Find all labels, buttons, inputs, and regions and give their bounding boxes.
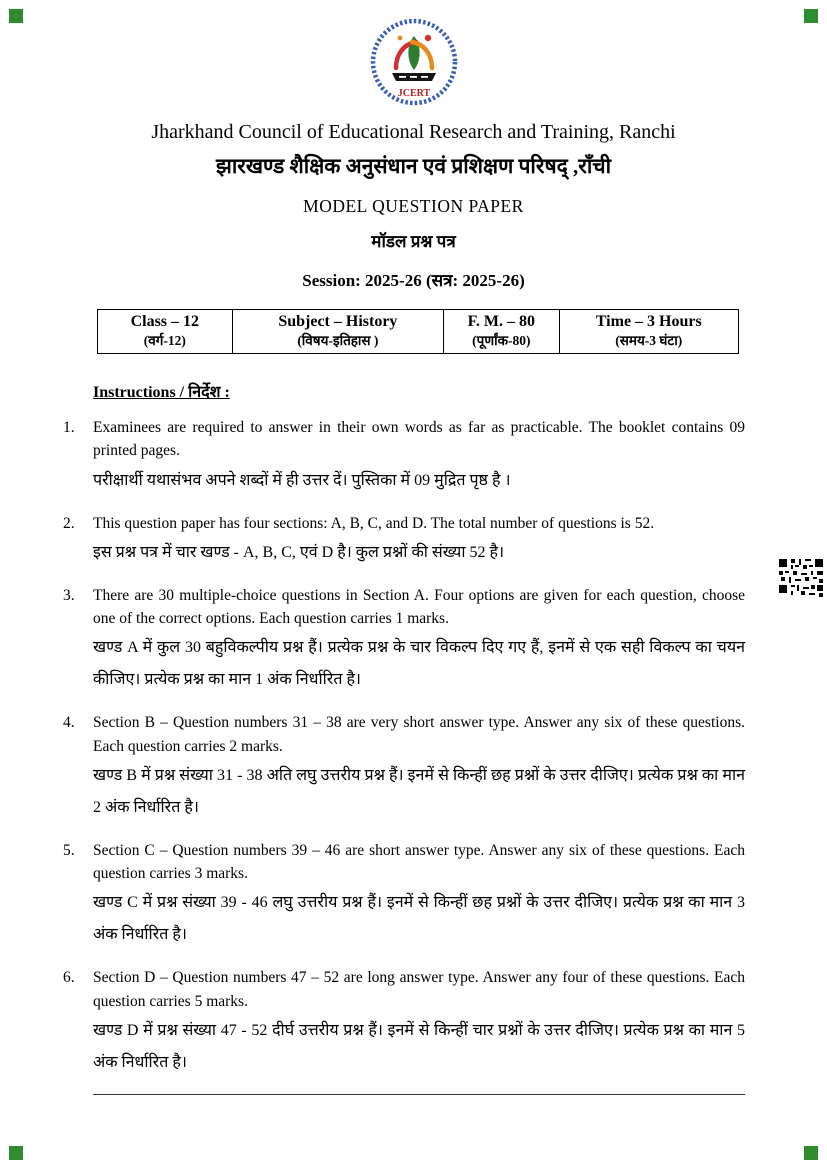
jcert-logo-text: JCERT xyxy=(397,88,430,99)
instruction-item-6 xyxy=(63,966,745,1079)
instruction-number: 6. xyxy=(63,969,75,987)
instruction-text-hi: इस प्रश्न पत्र में चार खण्ड - A, B, C, एवं D है। कुल प्रश्नों की संख्या 52 है। xyxy=(93,543,505,561)
corner-marker-top-right xyxy=(804,9,818,23)
instruction-text-en: Section D – Question numbers 47 – 52 are long answer type. Answer any four of these questions. Each question carries 5 marks. xyxy=(93,969,745,1010)
org-title-hindi: झारखण्ड शैक्षिक अनुसंधान एवं प्रशिक्षण परिषद् ,राँची xyxy=(215,154,612,178)
instruction-item-5 xyxy=(63,839,745,952)
jcert-logo xyxy=(366,14,462,115)
instruction-text-en: Section B – Question numbers 31 – 38 are very short answer type. Answer any six of these questions. Each question carries 2 marks. xyxy=(93,714,745,755)
bottom-divider xyxy=(93,1094,745,1095)
org-title-english: Jharkhand Council of Educational Research and Training, Ranchi xyxy=(151,121,676,143)
session-line: Session: 2025-26 (सत्र: 2025-26) xyxy=(302,271,525,290)
paper-title-hindi: मॉडल प्रश्न पत्र xyxy=(371,232,456,251)
corner-marker-bottom-right xyxy=(804,1146,818,1160)
info-cell-class xyxy=(98,310,233,354)
instruction-text-hi: खण्ड B में प्रश्न संख्या 31 - 38 अति लघु उत्तरीय प्रश्न हैं। इनमें से किन्हीं छह प्रश्नों के उत्तर दीजिए। प्रत्येक प्रश्न का मान 2 अंक निर्धारित है। xyxy=(93,766,745,816)
instruction-text-hi: परीक्षार्थी यथासंभव अपने शब्दों में ही उत्तर दें। पुस्तिका में 09 मुद्रित पृष्ठ है । xyxy=(93,471,511,489)
class-label-hi: (वर्ग-12) xyxy=(143,333,186,348)
corner-marker-top-left xyxy=(9,9,23,23)
instruction-number: 5. xyxy=(63,841,75,859)
instruction-item-4 xyxy=(63,711,745,824)
jcert-logo-graphic xyxy=(366,14,462,110)
instructions-section xyxy=(0,380,827,1095)
instruction-text-hi: खण्ड D में प्रश्न संख्या 47 - 52 दीर्घ उत्तरीय प्रश्न हैं। इनमें से किन्हीं चार प्रश्नों के उत्तर दीजिए। प्रत्येक प्रश्न का मान 5 अंक निर्धारित है। xyxy=(93,1021,745,1071)
full-marks-label-hi: (पूर्णांक-80) xyxy=(472,333,531,348)
instruction-item-3 xyxy=(63,584,745,697)
instruction-text-hi: खण्ड C में प्रश्न संख्या 39 - 46 लघु उत्तरीय प्रश्न हैं। इनमें से किन्हीं छह प्रश्नों के उत्तर दीजिए। प्रत्येक प्रश्न का मान 3 अंक निर्धारित है। xyxy=(93,894,745,944)
corner-marker-bottom-left xyxy=(9,1146,23,1160)
time-label-hi: (समय-3 घंटा) xyxy=(615,333,683,348)
qr-code-graphic xyxy=(777,557,825,599)
instruction-number: 3. xyxy=(63,586,75,604)
class-label-en: Class – 12 xyxy=(130,313,200,330)
instruction-text-en: Examinees are required to answer in their own words as far as practicable. The booklet contains 09 printed pages. xyxy=(93,419,745,460)
paper-title-english: MODEL QUESTION PAPER xyxy=(303,196,524,216)
instruction-text-en: This question paper has four sections: A, B, C, and D. The total number of questions is 52. xyxy=(93,514,655,532)
exam-info-table xyxy=(97,309,739,354)
time-label-en: Time – 3 Hours xyxy=(595,313,702,330)
subject-label-en: Subject – History xyxy=(278,313,398,330)
instruction-number: 4. xyxy=(63,714,75,732)
instruction-item-2 xyxy=(63,512,745,569)
info-cell-time xyxy=(559,310,739,354)
instruction-item-1 xyxy=(63,416,745,497)
instruction-text-en: There are 30 multiple-choice questions in Section A. Four options are given for each question, choose one of the correct options. Each question carries 1 marks. xyxy=(93,586,745,627)
info-cell-full-marks xyxy=(444,310,559,354)
instruction-text-en: Section C – Question numbers 39 – 46 are short answer type. Answer any six of these questions. Each question carries 3 marks. xyxy=(93,841,745,882)
instruction-text-hi: खण्ड A में कुल 30 बहुविकल्पीय प्रश्न हैं। प्रत्येक प्रश्न के चार विकल्प दिए गए हैं, इनमें से एक सही विकल्प का चयन कीजिए। प्रत्येक प्रश्न का मान 1 अंक निर्धारित है। xyxy=(93,639,745,689)
full-marks-label-en: F. M. – 80 xyxy=(467,313,536,330)
instruction-number: 2. xyxy=(63,514,75,532)
instructions-heading: Instructions / निर्देश : xyxy=(93,384,230,401)
subject-label-hi: (विषय-इतिहास ) xyxy=(297,333,379,348)
exam-info-row xyxy=(98,310,739,354)
qr-code xyxy=(777,557,825,599)
info-cell-subject xyxy=(232,310,444,354)
instruction-number: 1. xyxy=(63,419,75,436)
